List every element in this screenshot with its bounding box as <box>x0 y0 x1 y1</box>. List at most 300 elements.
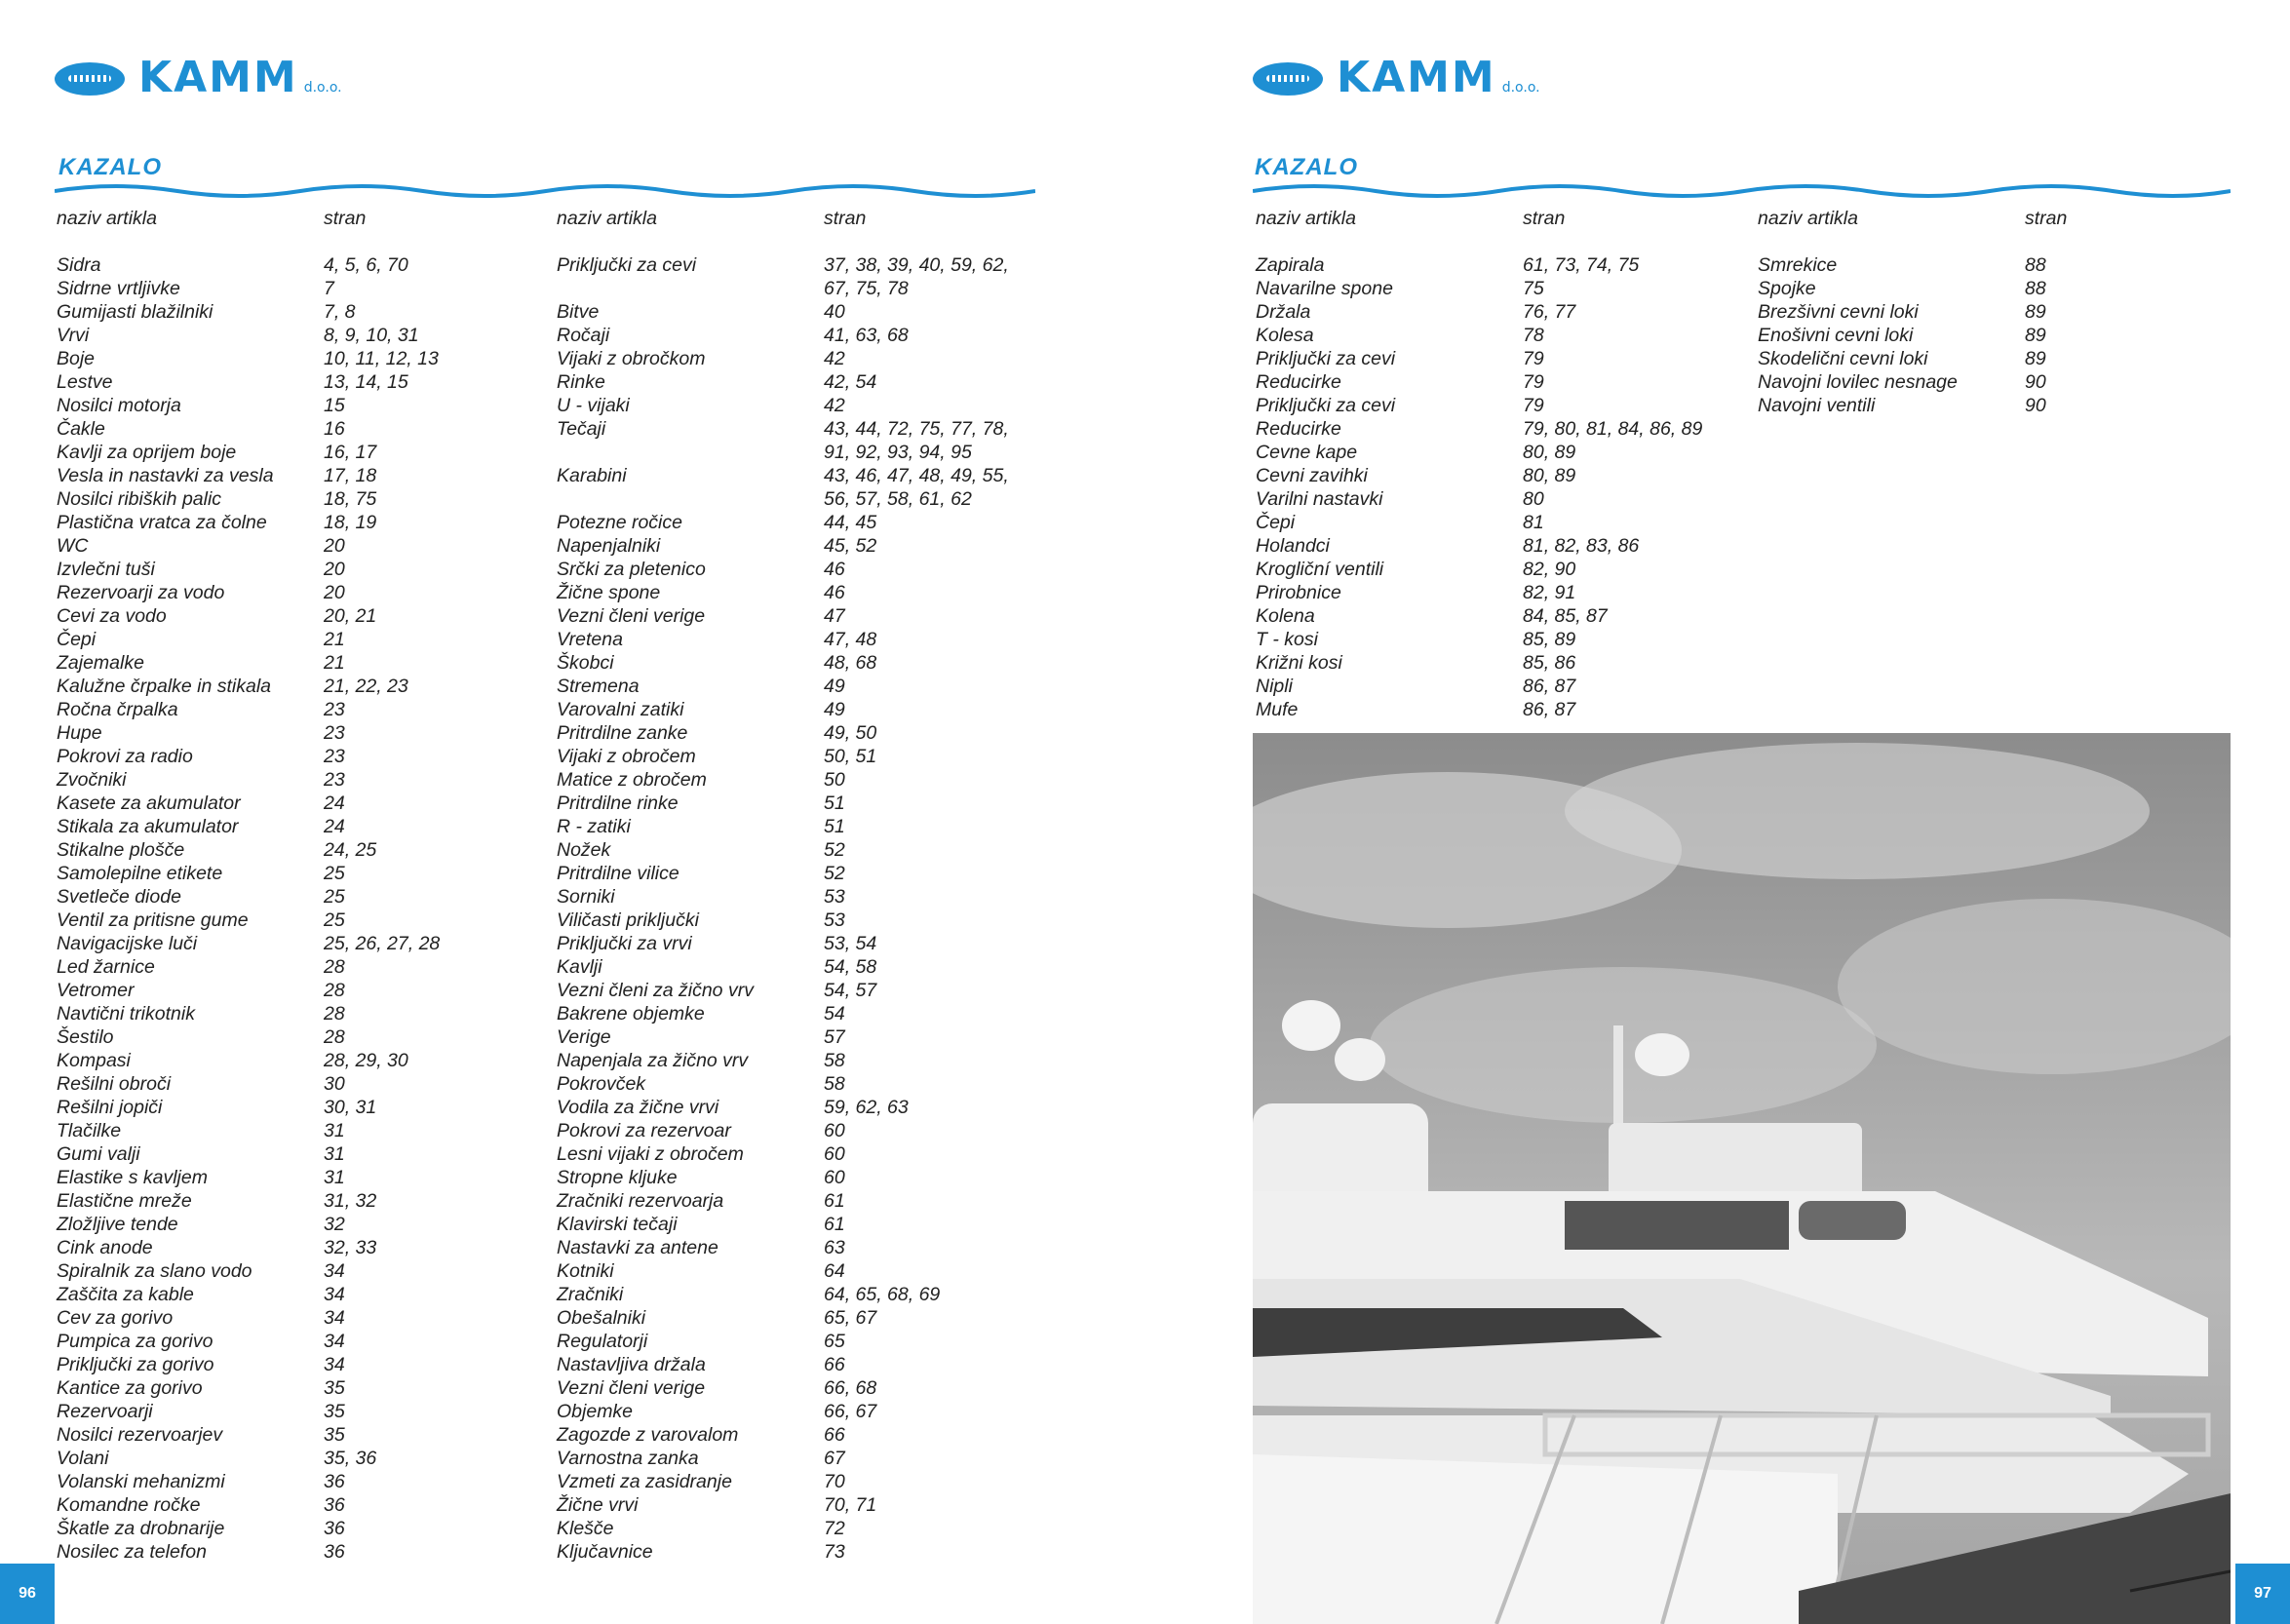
index-row <box>1256 347 1702 370</box>
index-row <box>1256 487 1702 511</box>
item-pages: 89 <box>2025 348 2046 369</box>
index-row <box>557 1447 1009 1470</box>
item-name: Navojni lovilec nesnage <box>1758 371 1958 393</box>
index-row <box>1256 417 1702 441</box>
index-row <box>557 347 1009 370</box>
item-pages: 88 <box>2025 278 2046 299</box>
item-name: Pritrdilne zanke <box>557 722 688 744</box>
item-pages: 81 <box>1523 512 1544 533</box>
item-pages: 28 <box>324 1026 345 1048</box>
item-pages: 57 <box>824 1026 845 1048</box>
item-pages: 61, 73, 74, 75 <box>1523 254 1640 276</box>
item-pages: 7, 8 <box>324 301 356 323</box>
index-row <box>557 464 1009 487</box>
item-pages: 43, 44, 72, 75, 77, 78, <box>824 418 1009 440</box>
item-pages: 67 <box>824 1448 845 1469</box>
item-name: Priključki za cevi <box>1256 348 1396 369</box>
index-row <box>1256 698 1702 721</box>
index-row <box>57 815 440 838</box>
index-row <box>1256 277 1702 300</box>
item-name: Varilni nastavki <box>1256 488 1383 510</box>
index-row <box>57 698 440 721</box>
index-row <box>557 1096 1009 1119</box>
item-name: Pritrdilne rinke <box>557 793 679 814</box>
index-row <box>1758 277 2067 300</box>
index-row <box>57 1306 440 1330</box>
index-row <box>57 768 440 792</box>
item-pages: 79, 80, 81, 84, 86, 89 <box>1523 418 1703 440</box>
item-pages: 53 <box>824 909 845 931</box>
item-name: Gumi valji <box>57 1143 140 1165</box>
item-pages: 46 <box>824 559 845 580</box>
item-pages: 13, 14, 15 <box>324 371 408 393</box>
item-pages: 84, 85, 87 <box>1523 605 1608 627</box>
index-row <box>57 1166 440 1189</box>
item-name: Skodelični cevni loki <box>1758 348 1928 369</box>
item-pages: 32, 33 <box>324 1237 377 1258</box>
item-pages: 85, 89 <box>1523 629 1576 650</box>
index-row <box>57 792 440 815</box>
index-row <box>557 862 1009 885</box>
index-row <box>557 932 1009 955</box>
item-pages: 60 <box>824 1120 845 1141</box>
index-row <box>57 1353 440 1376</box>
item-pages: 58 <box>824 1050 845 1071</box>
index-row <box>557 1072 1009 1096</box>
spacer <box>557 230 1009 253</box>
item-pages: 66, 67 <box>824 1401 877 1422</box>
item-pages: 35 <box>324 1401 345 1422</box>
item-pages: 21, 22, 23 <box>324 676 408 697</box>
index-row <box>557 324 1009 347</box>
item-pages: 72 <box>824 1518 845 1539</box>
item-pages: 30, 31 <box>324 1097 377 1118</box>
index-row <box>557 1376 1009 1400</box>
index-row <box>557 253 1009 277</box>
item-name: Tlačilke <box>57 1120 122 1141</box>
item-name: Prirobnice <box>1256 582 1341 603</box>
item-name: Priključki za cevi <box>1256 395 1396 416</box>
index-row <box>557 1330 1009 1353</box>
item-name: Vezni členi verige <box>557 605 706 627</box>
item-name: Kolena <box>1256 605 1315 627</box>
page-number: 97 <box>2235 1564 2290 1624</box>
item-pages: 36 <box>324 1471 345 1492</box>
item-pages: 31 <box>324 1120 345 1141</box>
item-name: Priključki za vrvi <box>557 933 692 954</box>
index-row <box>557 698 1009 721</box>
index-row <box>557 1517 1009 1540</box>
item-name: Gumijasti blažilniki <box>57 301 213 323</box>
item-pages: 60 <box>824 1143 845 1165</box>
item-pages: 24 <box>324 816 345 837</box>
item-pages: 80 <box>1523 488 1544 510</box>
item-pages: 18, 19 <box>324 512 377 533</box>
item-name: Volanski mehanizmi <box>57 1471 225 1492</box>
item-pages: 49 <box>824 676 845 697</box>
index-row <box>557 1236 1009 1259</box>
item-name: Vijaki z obročkom <box>557 348 706 369</box>
header-pages: stran <box>824 208 867 229</box>
index-row <box>1758 300 2067 324</box>
item-name: Elastike s kavljem <box>57 1167 208 1188</box>
item-pages: 31, 32 <box>324 1190 377 1212</box>
item-name: Križni kosi <box>1256 652 1342 674</box>
item-name: Pokrovi za rezervoar <box>557 1120 731 1141</box>
item-name: Klešče <box>557 1518 614 1539</box>
brand-suffix: d.o.o. <box>1501 80 1540 96</box>
item-pages: 34 <box>324 1331 345 1352</box>
item-pages: 21 <box>324 652 345 674</box>
index-row <box>557 394 1009 417</box>
item-name: Navarilne spone <box>1256 278 1393 299</box>
index-row <box>57 464 440 487</box>
item-name: Cink anode <box>57 1237 153 1258</box>
index-row <box>57 1330 440 1353</box>
item-pages: 81, 82, 83, 86 <box>1523 535 1640 557</box>
index-row <box>557 534 1009 558</box>
item-name: Stremena <box>557 676 640 697</box>
item-name: Stropne kljuke <box>557 1167 678 1188</box>
item-name: Rezervoarji za vodo <box>57 582 225 603</box>
item-name: Zajemalke <box>57 652 144 674</box>
index-row <box>57 1049 440 1072</box>
item-pages: 28 <box>324 956 345 978</box>
item-name: Boje <box>57 348 96 369</box>
kamm-logo <box>55 53 342 102</box>
index-row <box>1256 300 1702 324</box>
index-row <box>557 955 1009 979</box>
item-pages: 36 <box>324 1518 345 1539</box>
item-name: Šestilo <box>57 1026 114 1048</box>
item-pages: 91, 92, 93, 94, 95 <box>824 442 972 463</box>
index-row <box>557 277 1009 300</box>
index-row <box>57 347 440 370</box>
item-name: Volani <box>57 1448 109 1469</box>
item-name: Zračniki rezervoarja <box>557 1190 724 1212</box>
spacer <box>1256 230 1702 253</box>
item-name: Nipli <box>1256 676 1293 697</box>
index-row <box>57 300 440 324</box>
index-row <box>557 1470 1009 1493</box>
column-header <box>557 207 1009 230</box>
index-row <box>1256 628 1702 651</box>
item-pages: 79 <box>1523 348 1544 369</box>
item-name: Svetleče diode <box>57 886 181 908</box>
item-pages: 15 <box>324 395 345 416</box>
item-name: Samolepilne etikete <box>57 863 223 884</box>
index-row <box>1256 253 1702 277</box>
index-row <box>557 1493 1009 1517</box>
item-name: Cevi za vodo <box>57 605 167 627</box>
item-pages: 32 <box>324 1214 345 1235</box>
index-row <box>557 838 1009 862</box>
item-pages: 23 <box>324 699 345 720</box>
item-name: Kantice za gorivo <box>57 1377 203 1399</box>
index-row <box>57 1376 440 1400</box>
item-name: Vesla in nastavki za vesla <box>57 465 274 486</box>
index-row <box>57 1517 440 1540</box>
index-row <box>57 370 440 394</box>
index-row <box>557 651 1009 675</box>
index-row <box>1256 558 1702 581</box>
item-name: Spojke <box>1758 278 1816 299</box>
index-row <box>557 1189 1009 1213</box>
index-row <box>1758 394 2067 417</box>
index-row <box>1256 604 1702 628</box>
item-name: Cevni zavihki <box>1256 465 1368 486</box>
item-name: Vezni členi verige <box>557 1377 706 1399</box>
item-pages: 21 <box>324 629 345 650</box>
index-row <box>57 838 440 862</box>
index-row <box>57 1259 440 1283</box>
item-pages: 90 <box>2025 395 2046 416</box>
item-pages: 66, 68 <box>824 1377 877 1399</box>
index-row <box>57 1236 440 1259</box>
item-pages: 82, 90 <box>1523 559 1576 580</box>
kamm-logo <box>1253 53 1540 102</box>
item-pages: 49 <box>824 699 845 720</box>
item-pages: 35 <box>324 1424 345 1446</box>
item-name: Smrekice <box>1758 254 1838 276</box>
index-column <box>1758 207 2067 417</box>
item-name: Navtični trikotnik <box>57 1003 195 1025</box>
item-pages: 20 <box>324 582 345 603</box>
index-row <box>557 768 1009 792</box>
index-row <box>57 1072 440 1096</box>
item-name: Regulatorji <box>557 1331 648 1352</box>
index-row <box>57 487 440 511</box>
item-name: Bitve <box>557 301 600 323</box>
index-row <box>557 1540 1009 1564</box>
item-pages: 28 <box>324 980 345 1001</box>
item-pages: 49, 50 <box>824 722 877 744</box>
item-pages: 46 <box>824 582 845 603</box>
index-row <box>557 909 1009 932</box>
index-row <box>57 885 440 909</box>
wave-divider <box>1253 181 2231 201</box>
header-name: naziv artikla <box>557 208 657 229</box>
item-name: Objemke <box>557 1401 634 1422</box>
item-name: Mufe <box>1256 699 1299 720</box>
item-name: Nastavki za antene <box>557 1237 718 1258</box>
index-row <box>57 441 440 464</box>
index-row <box>557 581 1009 604</box>
item-pages: 86, 87 <box>1523 699 1576 720</box>
item-name: Lesni vijaki z obročem <box>557 1143 744 1165</box>
index-row <box>1758 324 2067 347</box>
item-name: Pokrovček <box>557 1073 646 1095</box>
index-row <box>557 1002 1009 1025</box>
item-pages: 63 <box>824 1237 845 1258</box>
index-row <box>557 1259 1009 1283</box>
item-pages: 16, 17 <box>324 442 377 463</box>
index-row <box>1256 370 1702 394</box>
item-pages: 53 <box>824 886 845 908</box>
index-row <box>557 1142 1009 1166</box>
item-pages: 20 <box>324 535 345 557</box>
header-name: naziv artikla <box>1758 208 1858 229</box>
index-row <box>557 604 1009 628</box>
index-row <box>557 1049 1009 1072</box>
item-pages: 70, 71 <box>824 1494 877 1516</box>
index-row <box>557 1400 1009 1423</box>
item-pages: 90 <box>2025 371 2046 393</box>
item-pages: 45, 52 <box>824 535 877 557</box>
item-name: Rinke <box>557 371 605 393</box>
item-name: Nosilci rezervoarjev <box>57 1424 223 1446</box>
index-row <box>557 1213 1009 1236</box>
item-name <box>557 277 824 300</box>
kamm-logo-icon <box>1253 62 1323 96</box>
item-name: Ročaji <box>557 325 610 346</box>
item-pages: 36 <box>324 1494 345 1516</box>
item-pages: 78 <box>1523 325 1544 346</box>
index-row <box>57 955 440 979</box>
index-row <box>57 1423 440 1447</box>
index-row <box>557 721 1009 745</box>
item-pages: 7 <box>324 278 334 299</box>
index-row <box>557 1423 1009 1447</box>
index-row <box>557 511 1009 534</box>
item-name: Holandci <box>1256 535 1330 557</box>
item-name: Pumpica za gorivo <box>57 1331 213 1352</box>
item-name: Tečaji <box>557 418 606 440</box>
item-name: Elastične mreže <box>57 1190 192 1212</box>
index-column <box>557 207 1009 1564</box>
index-row <box>1256 394 1702 417</box>
item-pages: 79 <box>1523 371 1544 393</box>
index-row <box>57 1400 440 1423</box>
item-name: Bakrene objemke <box>557 1003 705 1025</box>
index-row <box>557 417 1009 441</box>
index-row <box>1256 534 1702 558</box>
index-row <box>557 487 1009 511</box>
item-pages: 54 <box>824 1003 845 1025</box>
item-pages: 34 <box>324 1260 345 1282</box>
item-name: Verige <box>557 1026 611 1048</box>
index-row <box>1256 441 1702 464</box>
item-name: Škobci <box>557 652 614 674</box>
index-row <box>557 792 1009 815</box>
item-pages: 70 <box>824 1471 845 1492</box>
item-name: Priključki za cevi <box>557 254 697 276</box>
index-row <box>557 370 1009 394</box>
index-row <box>1256 675 1702 698</box>
index-row <box>557 558 1009 581</box>
item-name: Srčki za pletenico <box>557 559 706 580</box>
item-pages: 25 <box>324 886 345 908</box>
page-number: 96 <box>0 1564 55 1624</box>
index-row <box>557 745 1009 768</box>
item-name: Vijaki z obročem <box>557 746 696 767</box>
item-name: Ključavnice <box>557 1541 653 1563</box>
item-pages: 61 <box>824 1190 845 1212</box>
item-pages: 25 <box>324 863 345 884</box>
item-name: Vrvi <box>57 325 90 346</box>
index-row <box>1256 324 1702 347</box>
index-row <box>57 1213 440 1236</box>
index-row <box>557 628 1009 651</box>
item-pages: 64, 65, 68, 69 <box>824 1284 941 1305</box>
item-name: Sorniki <box>557 886 615 908</box>
item-pages: 10, 11, 12, 13 <box>324 348 439 369</box>
item-pages: 23 <box>324 746 345 767</box>
wave-divider <box>55 181 1035 201</box>
kamm-logo-icon <box>55 62 125 96</box>
index-row <box>57 979 440 1002</box>
item-pages: 35, 36 <box>324 1448 377 1469</box>
index-row <box>1758 347 2067 370</box>
item-pages: 75 <box>1523 278 1544 299</box>
brand-suffix: d.o.o. <box>303 80 342 96</box>
item-pages: 28, 29, 30 <box>324 1050 408 1071</box>
item-pages: 60 <box>824 1167 845 1188</box>
index-row <box>557 1025 1009 1049</box>
item-name: Zaščita za kable <box>57 1284 194 1305</box>
item-pages: 23 <box>324 722 345 744</box>
item-name: Karabini <box>557 465 627 486</box>
item-name: Rezervoarji <box>57 1401 153 1422</box>
item-name: Napenjalniki <box>557 535 661 557</box>
item-name: Navojni ventili <box>1758 395 1876 416</box>
item-pages: 44, 45 <box>824 512 877 533</box>
index-row <box>557 979 1009 1002</box>
index-row <box>57 932 440 955</box>
item-pages: 73 <box>824 1541 845 1563</box>
item-name: Klavirski tečaji <box>557 1214 678 1235</box>
item-pages: 43, 46, 47, 48, 49, 55, <box>824 465 1009 486</box>
item-pages: 16 <box>324 418 345 440</box>
item-pages: 88 <box>2025 254 2046 276</box>
header-name: naziv artikla <box>57 208 157 229</box>
item-name: Komandne ročke <box>57 1494 201 1516</box>
index-row <box>57 628 440 651</box>
index-column <box>57 207 440 1564</box>
item-name: Krogliční ventili <box>1256 559 1384 580</box>
item-pages: 76, 77 <box>1523 301 1576 323</box>
item-pages: 24, 25 <box>324 839 377 861</box>
index-row <box>57 651 440 675</box>
index-row <box>57 277 440 300</box>
index-row <box>57 581 440 604</box>
item-pages: 34 <box>324 1307 345 1329</box>
item-name: Žične vrvi <box>557 1494 639 1516</box>
index-row <box>57 1447 440 1470</box>
item-pages: 80, 89 <box>1523 465 1576 486</box>
item-name: Varovalni zatiki <box>557 699 684 720</box>
item-pages: 47, 48 <box>824 629 877 650</box>
item-pages: 48, 68 <box>824 652 877 674</box>
item-name: WC <box>57 535 89 557</box>
item-pages: 89 <box>2025 325 2046 346</box>
item-name: Zagozde z varovalom <box>557 1424 739 1446</box>
item-name: Enošivni cevni loki <box>1758 325 1914 346</box>
index-row <box>57 1540 440 1564</box>
index-row <box>57 721 440 745</box>
item-name: Kasete za akumulator <box>57 793 241 814</box>
item-pages: 36 <box>324 1541 345 1563</box>
index-row <box>1256 464 1702 487</box>
spacer <box>57 230 440 253</box>
section-title: KAZALO <box>58 154 162 180</box>
item-name: Led žarnice <box>57 956 155 978</box>
item-name: Reducirke <box>1256 371 1341 393</box>
item-pages: 20, 21 <box>324 605 377 627</box>
item-name: Kavlji <box>557 956 602 978</box>
item-pages: 28 <box>324 1003 345 1025</box>
item-pages: 54, 57 <box>824 980 877 1001</box>
